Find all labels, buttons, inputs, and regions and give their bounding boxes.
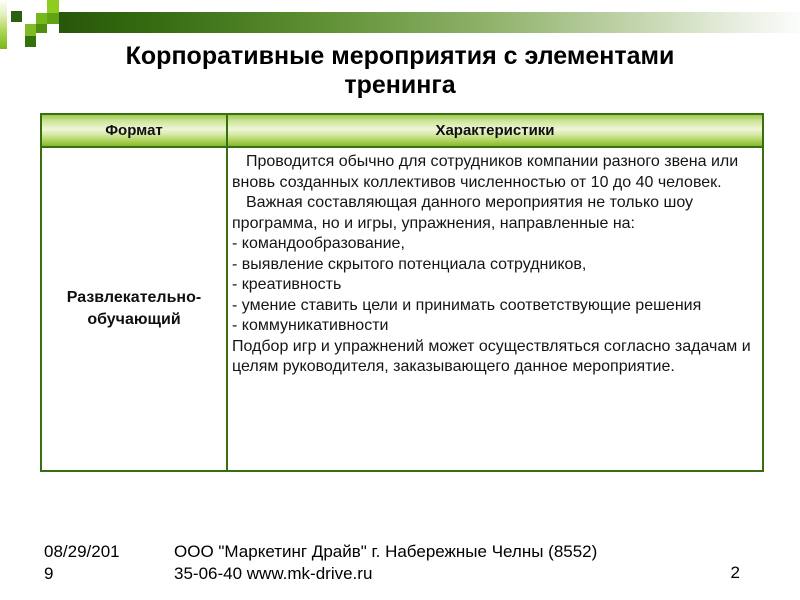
decoration-square [11, 11, 22, 22]
characteristics-cell [228, 148, 762, 470]
paragraph: Подбор игр и упражнений может осуществляться согласно задачам и целям руководителя, заказывающего данное мероприятие. [232, 337, 751, 375]
footer-company-line: ООО "Маркетинг Драйв" г. Набережные Челны (8552) [174, 542, 598, 561]
bullet-line: - умение ставить цели и принимать соответствующие решения [232, 296, 702, 314]
bullet-line: - креативность [232, 276, 342, 293]
footer-date: 08/29/2019 [44, 542, 120, 583]
decoration-square [47, 0, 59, 13]
decoration-square [36, 13, 47, 24]
decoration-square [25, 24, 36, 36]
top-gradient-bar [59, 12, 800, 33]
paragraph: Проводится обычно для сотрудников компании разного звена или вновь созданных коллективов численностью от 10 до 40 человек. [232, 153, 739, 191]
bullet-line: - коммуникативности [232, 317, 389, 334]
footer-page-number: 2 [730, 563, 740, 582]
gradient-strip [0, 0, 7, 49]
slide-title: Корпоративные мероприятия с элементами тренинга [125, 42, 675, 99]
column-header-format: Формат [42, 115, 228, 148]
footer-company-line: 35-06-40 www.mk-drive.ru [174, 564, 373, 583]
formats-table [40, 113, 764, 472]
bullet-line: - командообразование, [232, 235, 405, 252]
footer-company [174, 541, 694, 585]
decoration-square [47, 13, 59, 24]
format-cell: Развлекательно-обучающий [42, 148, 228, 470]
decoration-square [25, 36, 36, 47]
bullet-line: - выявление скрытого потенциала сотрудников, [232, 255, 587, 273]
paragraph: Важная составляющая данного мероприятия не только шоу программа, но и игры, упражнения, направленные на: [232, 194, 694, 232]
column-header-characteristics: Характеристики [228, 115, 762, 148]
decoration-square [36, 24, 47, 33]
